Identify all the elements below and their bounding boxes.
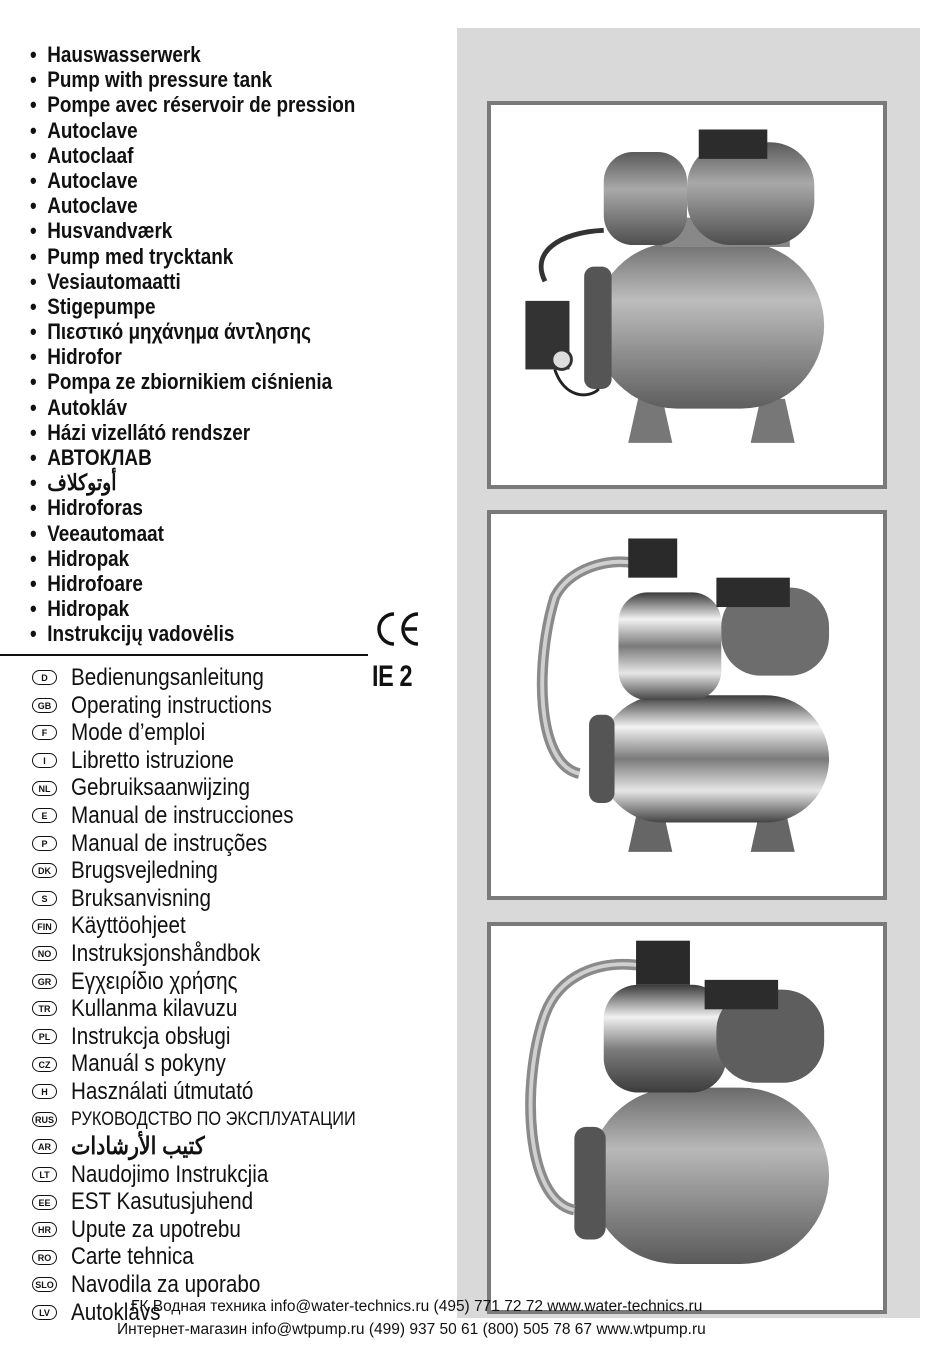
language-code-badge: SLO <box>32 1277 57 1292</box>
manual-language-item: HR Upute za upotrebu <box>32 1216 402 1244</box>
manual-language-item: LT Naudojimo Instrukcjia <box>32 1161 402 1189</box>
manual-language-item: D Bedienungsanleitung <box>32 664 402 692</box>
language-code-badge: TR <box>32 1001 57 1016</box>
manual-language-list <box>32 664 402 1326</box>
manual-language-item: RUS РУКОВОДСТВО ПО ЭКСПЛУАТАЦИИ <box>32 1106 402 1134</box>
language-code-badge: LT <box>32 1167 57 1182</box>
manual-language-item: DK Brugsvejledning <box>32 857 402 885</box>
language-code-badge: I <box>32 753 57 768</box>
language-code-badge: S <box>32 891 57 906</box>
language-code-badge: RUS <box>32 1112 57 1127</box>
manual-language-item: AR كتيب الأرشادات <box>32 1133 402 1161</box>
pump-illustration-2 <box>491 514 883 896</box>
product-name-item: • Autoclave <box>30 117 138 143</box>
product-name-item: • Hidropak <box>30 596 130 622</box>
language-code-badge: H <box>32 1084 57 1099</box>
section-divider <box>0 654 368 656</box>
product-name-item: • أوتوكلاف <box>30 470 117 496</box>
language-code-badge: NO <box>32 946 57 961</box>
product-name-item: • Hauswasserwerk <box>30 42 201 67</box>
language-code-badge: D <box>32 670 57 685</box>
language-code-badge: P <box>32 836 57 851</box>
ce-mark-icon <box>374 608 422 650</box>
product-name-item: • Pump with pressure tank <box>30 67 273 93</box>
product-photo-painted-pump <box>487 101 887 489</box>
footer-contact-line-1: ГК Водная техника info@water-technics.ru (495) 771 72 72 www.water-technics.ru <box>131 1298 703 1315</box>
language-code-badge: AR <box>32 1139 57 1154</box>
product-name-item: • Veeautomaat <box>30 520 164 546</box>
manual-language-item: H Használati útmutató <box>32 1078 402 1106</box>
manual-language-item: TR Kullanma kilavuzu <box>32 995 402 1023</box>
product-name-item: • Pompe avec réservoir de pression <box>30 92 356 118</box>
language-code-badge: GR <box>32 974 57 989</box>
language-code-badge: CZ <box>32 1057 57 1072</box>
product-photo-combo-pump <box>487 922 887 1314</box>
manual-language-item: LV Autoklāvs <box>32 1299 402 1327</box>
manual-language-item: E Manual de instrucciones <box>32 802 402 830</box>
product-name-item: • Hidrofor <box>30 344 122 370</box>
product-name-item: • АВТОКЛАВ <box>30 445 152 470</box>
language-code-badge: F <box>32 725 57 740</box>
manual-language-item: PL Instrukcja obsługi <box>32 1023 402 1051</box>
product-photo-stainless-pump <box>487 510 887 900</box>
language-code-badge: GB <box>32 698 57 713</box>
footer-contact-line-2: Интернет-магазин info@wtpump.ru (499) 937 50 61 (800) 505 78 67 www.wtpump.ru <box>117 1321 706 1338</box>
language-code-badge: LV <box>32 1305 57 1320</box>
manual-language-item: CZ Manuál s pokyny <box>32 1050 402 1078</box>
product-name-item: • Πιεστικό μηχάνημα άντλησης <box>30 319 312 345</box>
manual-language-item: EE EST Kasutusjuhend <box>32 1188 402 1216</box>
product-name-item: • Hidroforas <box>30 495 143 521</box>
manual-language-item: NL Gebruiksaanwijzing <box>32 774 402 802</box>
efficiency-class-label: IE 2 <box>372 660 413 693</box>
product-name-item: • Pump med trycktank <box>30 243 234 269</box>
pump-illustration-1 <box>491 105 883 485</box>
manual-language-item: NO Instruksjonshåndbok <box>32 940 402 968</box>
manual-language-item: GR Εγχειρίδιο χρήσης <box>32 968 402 996</box>
manual-language-item: RO Carte tehnica <box>32 1243 402 1271</box>
language-code-badge: E <box>32 808 57 823</box>
manual-language-item: S Bruksanvisning <box>32 885 402 913</box>
product-name-item: • Vesiautomaatti <box>30 268 181 294</box>
product-name-list <box>30 42 408 647</box>
language-code-badge: NL <box>32 781 57 796</box>
manual-language-item: P Manual de instruções <box>32 830 402 858</box>
manual-language-item: GB Operating instructions <box>32 692 402 720</box>
manual-language-item: FIN Käyttöohjeet <box>32 912 402 940</box>
product-name-item: • Autokláv <box>30 394 128 420</box>
manual-language-item: F Mode d’emploi <box>32 719 402 747</box>
pump-illustration-3 <box>491 926 883 1310</box>
language-code-badge: RO <box>32 1250 57 1265</box>
manual-language-item: SLO Navodila za uporabo <box>32 1271 402 1299</box>
product-name-item: • Instrukcijų vadovėlis <box>30 621 235 647</box>
language-code-badge: EE <box>32 1195 57 1210</box>
product-name-item: • Hidrofoare <box>30 570 143 596</box>
language-code-badge: FIN <box>32 919 57 934</box>
product-name-item: • Autoclave <box>30 167 138 193</box>
product-name-item: • Házi vizellátó rendszer <box>30 419 251 445</box>
product-name-item: • Autoclaaf <box>30 142 134 168</box>
manual-language-item: I Libretto istruzione <box>32 747 402 775</box>
product-name-item: • Autoclave <box>30 193 138 219</box>
product-name-item: • Hidropak <box>30 545 130 571</box>
language-code-badge: HR <box>32 1222 57 1237</box>
product-name-item: • Husvandværk <box>30 218 173 244</box>
language-code-badge: PL <box>32 1029 57 1044</box>
product-name-item: • Pompa ze zbiornikiem ciśnienia <box>30 369 333 395</box>
language-code-badge: DK <box>32 863 57 878</box>
product-name-item: • Stigepumpe <box>30 293 156 319</box>
